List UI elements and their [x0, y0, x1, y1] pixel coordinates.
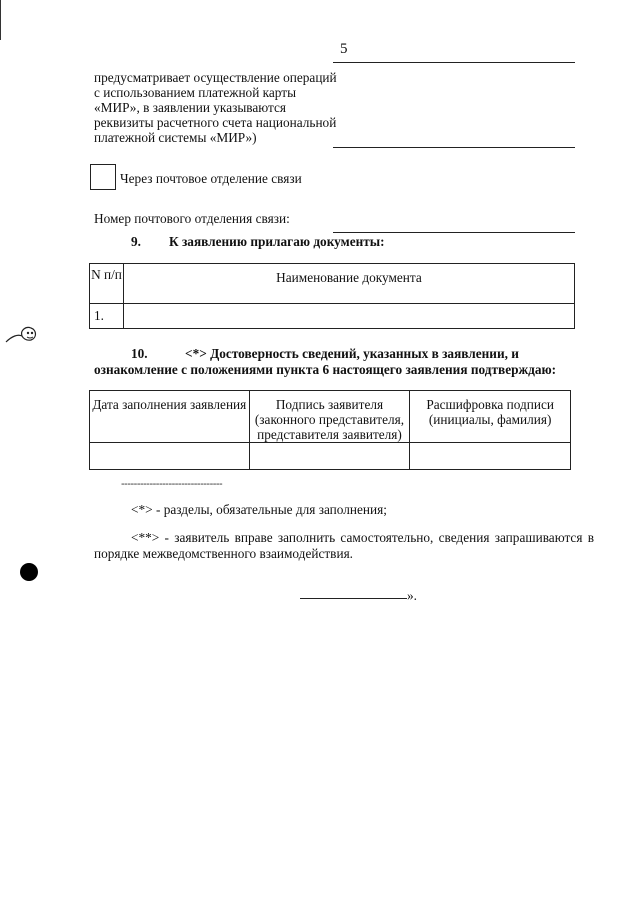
- section-9-title: К заявлению прилагаю документы:: [169, 234, 385, 249]
- postal-office-checkbox[interactable]: [90, 164, 116, 190]
- row-number-cell: 1.: [90, 304, 124, 329]
- footnote-optional-fields: <**> - заявитель вправе заполнить самостоятельно, сведения запрашиваются в порядке межведомственного взаимодействия.: [94, 530, 594, 561]
- column-header-fill-date: Дата заполнения заявления: [90, 391, 250, 443]
- signature-transcript-cell[interactable]: [410, 443, 571, 470]
- table-header-row: [90, 264, 575, 304]
- section-9-heading: [131, 234, 385, 250]
- postal-office-label: Через почтовое отделение связи: [120, 171, 302, 186]
- table-row: [90, 443, 571, 470]
- margin-scribble-icon: [4, 318, 42, 346]
- table-header-row: [90, 391, 571, 443]
- card-note-text: предусматривает осуществление операций с использованием платежной карты «МИР», в заявлении указываются реквизиты расчетного счета национальной платежной системы «МИР»): [94, 70, 337, 145]
- fill-line: [333, 62, 575, 63]
- column-header-number: N п/п: [90, 264, 124, 304]
- punch-hole-mark: [20, 563, 38, 581]
- section-10-heading: [94, 346, 594, 378]
- closing-line: [300, 588, 417, 604]
- fill-line: [300, 598, 407, 599]
- closing-quote: ».: [407, 588, 417, 603]
- table-row: [90, 304, 575, 329]
- column-header-document-name: Наименование документа: [124, 264, 575, 304]
- column-header-signature-transcript: Расшифровка подписи (инициалы, фамилия): [410, 391, 571, 443]
- signature-table: [89, 390, 571, 470]
- footnote-required-sections: <*> - разделы, обязательные для заполнения;: [131, 502, 387, 517]
- fill-line: [333, 147, 575, 148]
- section-10-title: <*> Достоверность сведений, указанных в заявлении, и ознакомление с положениями пункта 6 настоящего заявления подтверждаю:: [94, 346, 557, 377]
- document-name-cell[interactable]: [124, 304, 575, 329]
- fill-date-cell[interactable]: [90, 443, 250, 470]
- section-10-number: 10.: [131, 346, 148, 361]
- signature-cell[interactable]: [249, 443, 410, 470]
- column-header-signature: Подпись заявителя (законного представителя, представителя заявителя): [249, 391, 410, 443]
- postal-number-field[interactable]: [333, 232, 575, 233]
- documents-table: [89, 263, 575, 329]
- scan-edge-line: [0, 0, 1, 40]
- footnote-separator: --------------------------------: [121, 478, 223, 490]
- postal-number-label: Номер почтового отделения связи:: [94, 211, 290, 226]
- section-9-number: 9.: [131, 234, 141, 249]
- page-number: 5: [340, 41, 348, 57]
